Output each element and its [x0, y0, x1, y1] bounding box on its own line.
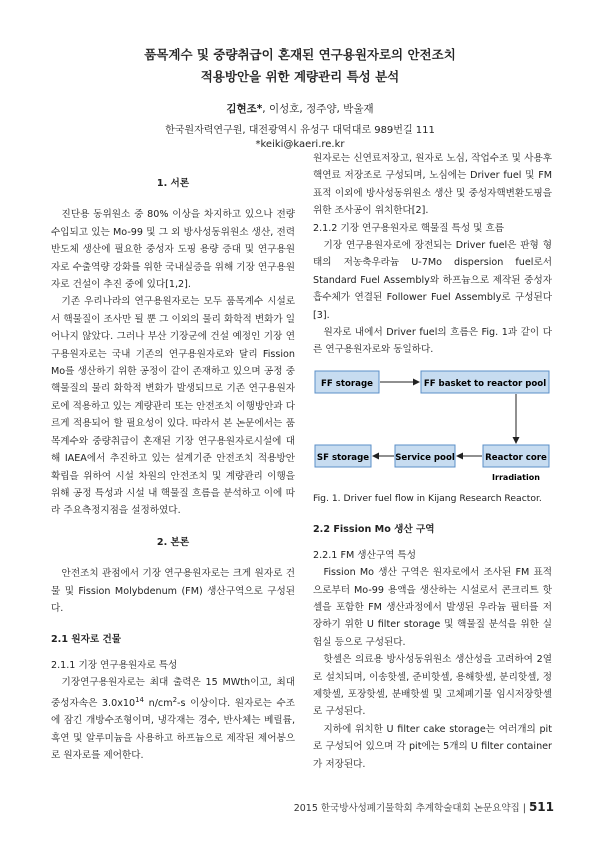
- fm-area-paragraph-2: 핫셀은 의료용 방사성동위원소 생산성을 고려하여 2열로 설치되며, 이송핫셀, 준비핫셀, 용해핫셀, 분리핫셀, 정제핫셀, 포장핫셀, 분배핫셀 및 고체폐기물 임시저장핫셀로 구성된다.: [313, 654, 552, 718]
- sf-storage-label: SF storage: [316, 452, 370, 463]
- co-authors: , 이성호, 정주양, 박울재: [262, 103, 374, 115]
- intro-paragraph-2: 기존 우리나라의 연구용원자로는 모두 품목계수 시설로서 핵물질이 조사만 될 뿐 그 이외의 물리 화학적 변화가 일어나지 않았다. 그러나 부산 기장군에 건설 예정인 기장 연구용원자로는 국내 기존의 연구용원자로와 달리 Fission Mo를 생산하기 위한 공정이 같이 존재하고 있으며 공정 중 핵물질의 물리 화학적 변화가 발생되므로 기존 연구용원자로에 적용하고 있는 계량관리 또는 안전조치 이행방안과 다르게 적용되어 할 필요성이 있다. 따라서 본 논문에서는 품목계수와 중량취급이 혼재된 기장 연구용원자로시설에 대해 IAEA에서 추진하고 있는 설계기준 안전조치 적용방안 확립을 위하여 시설 차원의 안전조치 및 계량관리 이행을 위해 공정 특성과 시설 내 핵물질 흐름을 분석하고 이에 따라 주요측정지점을 설정하였다.: [51, 296, 295, 517]
- irradiation-label: Irradiation: [492, 472, 540, 482]
- subsection-heading-2-1-2: 2.1.2 기장 연구용원자로 핵물질 특성 및 흐름: [313, 222, 504, 234]
- service-pool-label: Service pool: [395, 452, 455, 463]
- ff-storage-label: FF storage: [321, 378, 373, 389]
- subsection-heading-2-1: 2.1 원자로 건물: [51, 634, 122, 646]
- author-email: *keiki@kaeri.re.kr: [255, 139, 345, 150]
- paper-title-line2: 적용방안을 위한 계량관리 특성 분석: [200, 69, 400, 84]
- section-heading-body: 2. 본론: [156, 536, 190, 548]
- affiliation: 한국원자력연구원, 대전광역시 유성구 대덕대로 989번길 111: [165, 125, 435, 136]
- reactor-characteristics-paragraph: 기장연구용원자로는 최대 출력은 15 MWth이고, 최대 중성자속은 $3.0x10^{14}$ $n/cm^2-s$ 이상이다. 원자로는 수조에 잠긴 개방수조형이며, 냉각재는 경수, 반사체는 베릴륨, 흑연 및 알루미늄을 사용하고 하프늄으로 제작된 제어봉으로 원자로를 제어한다.: [51, 677, 296, 761]
- subsection-heading-2-2: 2.2 Fission Mo 생산 구역: [313, 524, 435, 536]
- fuel-flow-paragraph-1: 기장 연구용원자로에 장전되는 Driver fuel은 판형 형태의 저농축우라늄 U-7Mo dispersion fuel로서 Standard Fuel Assembly와 하프늄으로 제작된 중성자 흡수체가 연결된 Follower Fuel Assembly로 구성된다[3].: [313, 240, 552, 321]
- corresponding-author: 김현조*: [226, 103, 263, 115]
- reactor-core-label: Reactor core: [485, 452, 547, 463]
- subsection-heading-2-2-1: 2.2.1 FM 생산구역 특성: [313, 549, 416, 561]
- paper-title-line1: 품목계수 및 중량취급이 혼재된 연구용원자로의 안전조치: [144, 47, 456, 62]
- continued-paragraph: 원자로는 신연료저장고, 원자로 노심, 작업수조 및 사용후핵연료 저장조로 구성되며, 노심에는 Driver fuel 및 FM 표적 이외에 방사성동위원소 생산 및 중성자핵변환도핑을 위한 조사공이 위치한다[2].: [313, 153, 552, 217]
- fuel-flow-diagram: [313, 365, 552, 490]
- page-number: 511: [528, 800, 554, 814]
- section-heading-intro: 1. 서론: [156, 178, 190, 189]
- page-footer: [294, 800, 554, 814]
- right-column: [313, 150, 552, 773]
- intro-paragraph-1: 진단용 동위원소 중 80% 이상을 차지하고 있으나 전량 수입되고 있는 Mo-99 및 그 외 방사성동위원소 생산, 전력반도체 생산에 필요한 중성자 도핑 용량 증대 및 연구용원자로 수출역량 강화를 위한 국내실증을 위해 기장 연구용원자로 건설이 추진 중에 있다[1,2].: [51, 209, 295, 291]
- figure-caption: Fig. 1. Driver fuel flow in Kijang Research Reactor.: [313, 492, 542, 504]
- subsection-heading-2-1-1: 2.1.1 기장 연구용원자로 특성: [51, 659, 178, 671]
- fuel-flow-paragraph-2: 원자로 내에서 Driver fuel의 흐름은 Fig. 1과 같이 다른 연구용원자로와 동일하다.: [313, 327, 552, 356]
- fm-area-paragraph-1: Fission Mo 생산 구역은 원자로에서 조사된 FM 표적으로부터 Mo-99 용액을 생산하는 시설로서 콘크리트 핫셀을 포함한 FM 생산과정에서 발생된 우라늄 필터를 저장하기 위한 U filter storage 및 핵물질 분석을 위한 실험실 등으로 구성된다.: [313, 567, 552, 648]
- left-column: [51, 175, 295, 764]
- author-list: [60, 101, 540, 116]
- ff-basket-label: FF basket to reactor pool: [423, 378, 547, 389]
- fuel-flow-figure: [313, 365, 552, 490]
- fm-area-paragraph-3: 지하에 위치한 U filter cake storage는 여러개의 pit로 구성되어 있으며 각 pit에는 5개의 U filter container가 저장된다.: [313, 723, 552, 770]
- proceedings-name: 2015 한국방사성폐기물학회 추계학술대회 논문요약집 |: [293, 803, 526, 814]
- body-paragraph-1: 안전조치 관점에서 기장 연구용원자로는 크게 원자로 건물 및 Fission Molybdenum (FM) 생산구역으로 구성된다.: [51, 568, 295, 614]
